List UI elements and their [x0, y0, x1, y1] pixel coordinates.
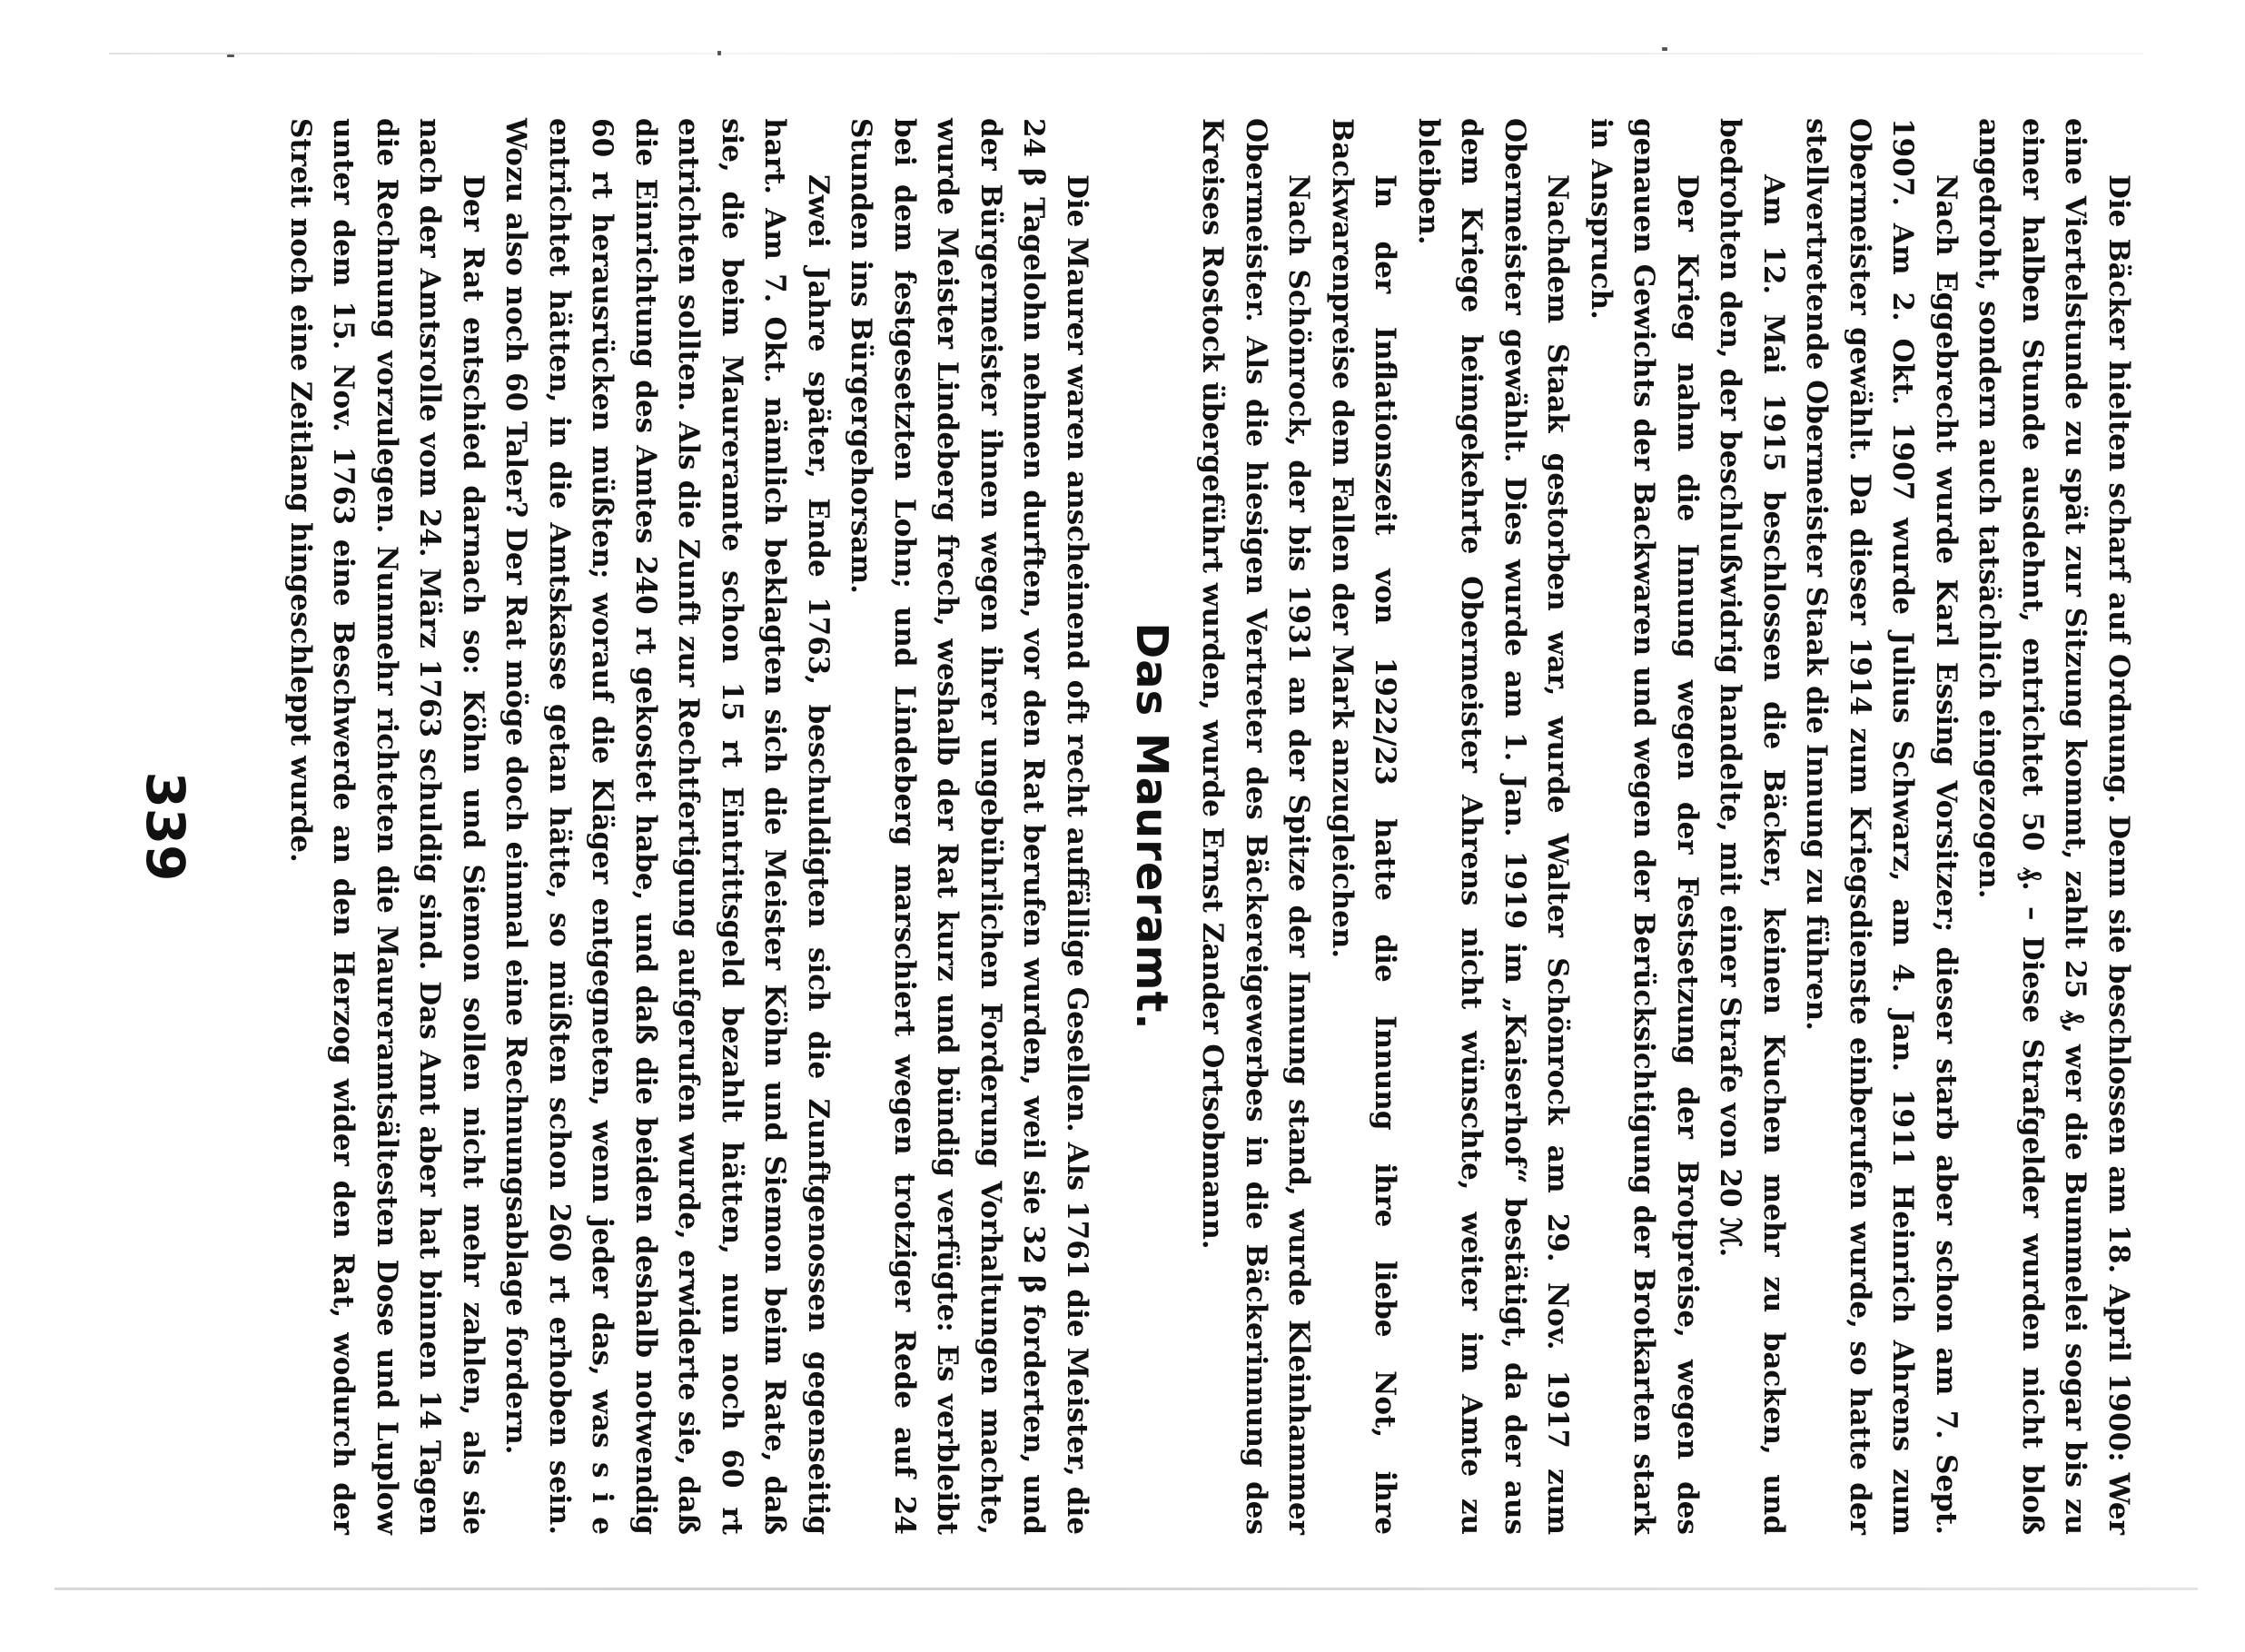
- paragraph: Nach Schönrock, der bis 1931 an der Spitze der Innung stand, wurde Kleinhammer Obermeister. Als die hiesigen Vertreter des Bäckereigewerbes in die Bäckerinnung des Kreises Rostock übergeführt wurden, wurde Ernst Zander Ortsobmann.: [1196, 118, 1316, 1535]
- body-text: [279, 118, 2141, 1535]
- scan-edge-bottom: [54, 1588, 2198, 1590]
- paragraph: Nach Eggebrecht wurde Karl Essing Vorsitzer; dieser starb aber schon am 7. Sept. 1907. Am 2. Okt. 1907 wurde Julius Schwarz, am 4. Jan. 1911 Heinrich Ahrens zum Obermeister gewählt. Da dieser 1914 zum Kriegsdienste einberufen wurde, so hatte der stellvertretende Obermeister Staak die Innung zu führen.: [1800, 118, 1963, 1535]
- paragraph: Die Bäcker hielten scharf auf Ordnung. Denn sie beschlossen am 18. April 1900: Wer eine Viertelstunde zu spät zur Sitzung kommt, zahlt 25 ₰, wer die Bummelei sogar bis zu einer halben Stunde ausdehnt, entrichtet 50 ₰. – Diese Strafgelder wurden nicht bloß angedroht, sondern auch tatsächlich eingezogen.: [1973, 118, 2135, 1535]
- rotated-text-page: [105, 118, 2140, 1535]
- paragraph: Am 12. Mai 1915 beschlossen die Bäcker, keinen Kuchen mehr zu backen, und bedrohten den, der beschlußwidrig handelte, mit einer Strafe von 20 ℳ.: [1714, 118, 1790, 1535]
- paragraph: Der Rat entschied darnach so: Köhn und Siemon sollen nicht mehr zahlen, als sie nach der Amtsrolle vom 24. März 1763 schuldig sind. Das Amt aber hat binnen 14 Tagen die Rechnung vorzulegen. Nunmehr richteten die Maureramtsältesten Dose und Luplow unter dem 15. Nov. 1763 eine Beschwerde an den Herzog wider den Rat, wodurch der Streit noch eine Zeitlang hingeschleppt wurde.: [284, 118, 490, 1535]
- paragraph: Zwei Jahre später, Ende 1763, beschuldigten sich die Zunftgenossen gegenseitig hart. Am 7. Okt. nämlich beklagten sich die Meister Köhn und Siemon beim Rate, daß sie, die beim Maureramte schon 15 rt Eintrittsgeld bezahlt hätten, nun noch 60 rt entrichten sollten. Als die Zunft zur Rechtfertigung aufgerufen wurde, erwiderte sie, daß die Einrichtung des Amtes 240 rt gekostet habe, und daß die beiden deshalb notwendig 60 rt herausrücken müßten; worauf die Kläger entgegneten, wenn jeder das, was s i e entrichtet hätten, in die Amtskasse getan hätte, so müßten schon 260 rt erhoben sein. Wozu also noch 60 Taler? Der Rat möge doch einmal eine Rechnungsablage fordern.: [499, 118, 835, 1535]
- section-heading: Das Maureramt.: [1126, 622, 1177, 1031]
- scan-speck: [227, 54, 234, 57]
- page-number: 339: [134, 771, 196, 882]
- paragraph: Nachdem Staak gestorben war, wurde Walter Schönrock am 29. Nov. 1917 zum Obermeister gewählt. Dies wurde am 1. Jan. 1919 im „Kaiserhof“ bestätigt, da der aus dem Kriege heimgekehrte Obermeister Ahrens nicht wünschte, weiter im Amte zu bleiben.: [1412, 118, 1575, 1535]
- scan-speck: [1662, 47, 1667, 51]
- paragraph: In der Inflationszeit von 1922/23 hatte die Innung ihre liebe Not, ihre Backwarenpreise dem Fallen der Mark anzugleichen.: [1326, 118, 1402, 1535]
- scan-edge-top: [109, 53, 2143, 54]
- paragraph: Der Krieg nahm die Innung wegen der Festsetzung der Brotpreise, wegen des genauen Gewichts der Backwaren und wegen der Berücksichtigung der Brotkarten stark in Anspruch.: [1585, 118, 1704, 1535]
- scan-speck: [717, 51, 721, 55]
- paragraph: Die Maurer waren anscheinend oft recht auffällige Gesellen. Als 1761 die Meister, die 24 β Tagelohn nehmen durften, vor den Rat berufen wurden, weil sie 32 β forderten, und der Bürgermeister ihnen wegen ihrer ungebührlichen Forderung Vorhaltungen machte, wurde Meister Lindeberg frech, weshalb der Rat kurz und bündig verfügte: Es verbleibt bei dem festgesetzten Lohn; und Lindeberg marschiert wegen trotziger Rede auf 24 Stunden ins Bürgergehorsam.: [845, 118, 1093, 1535]
